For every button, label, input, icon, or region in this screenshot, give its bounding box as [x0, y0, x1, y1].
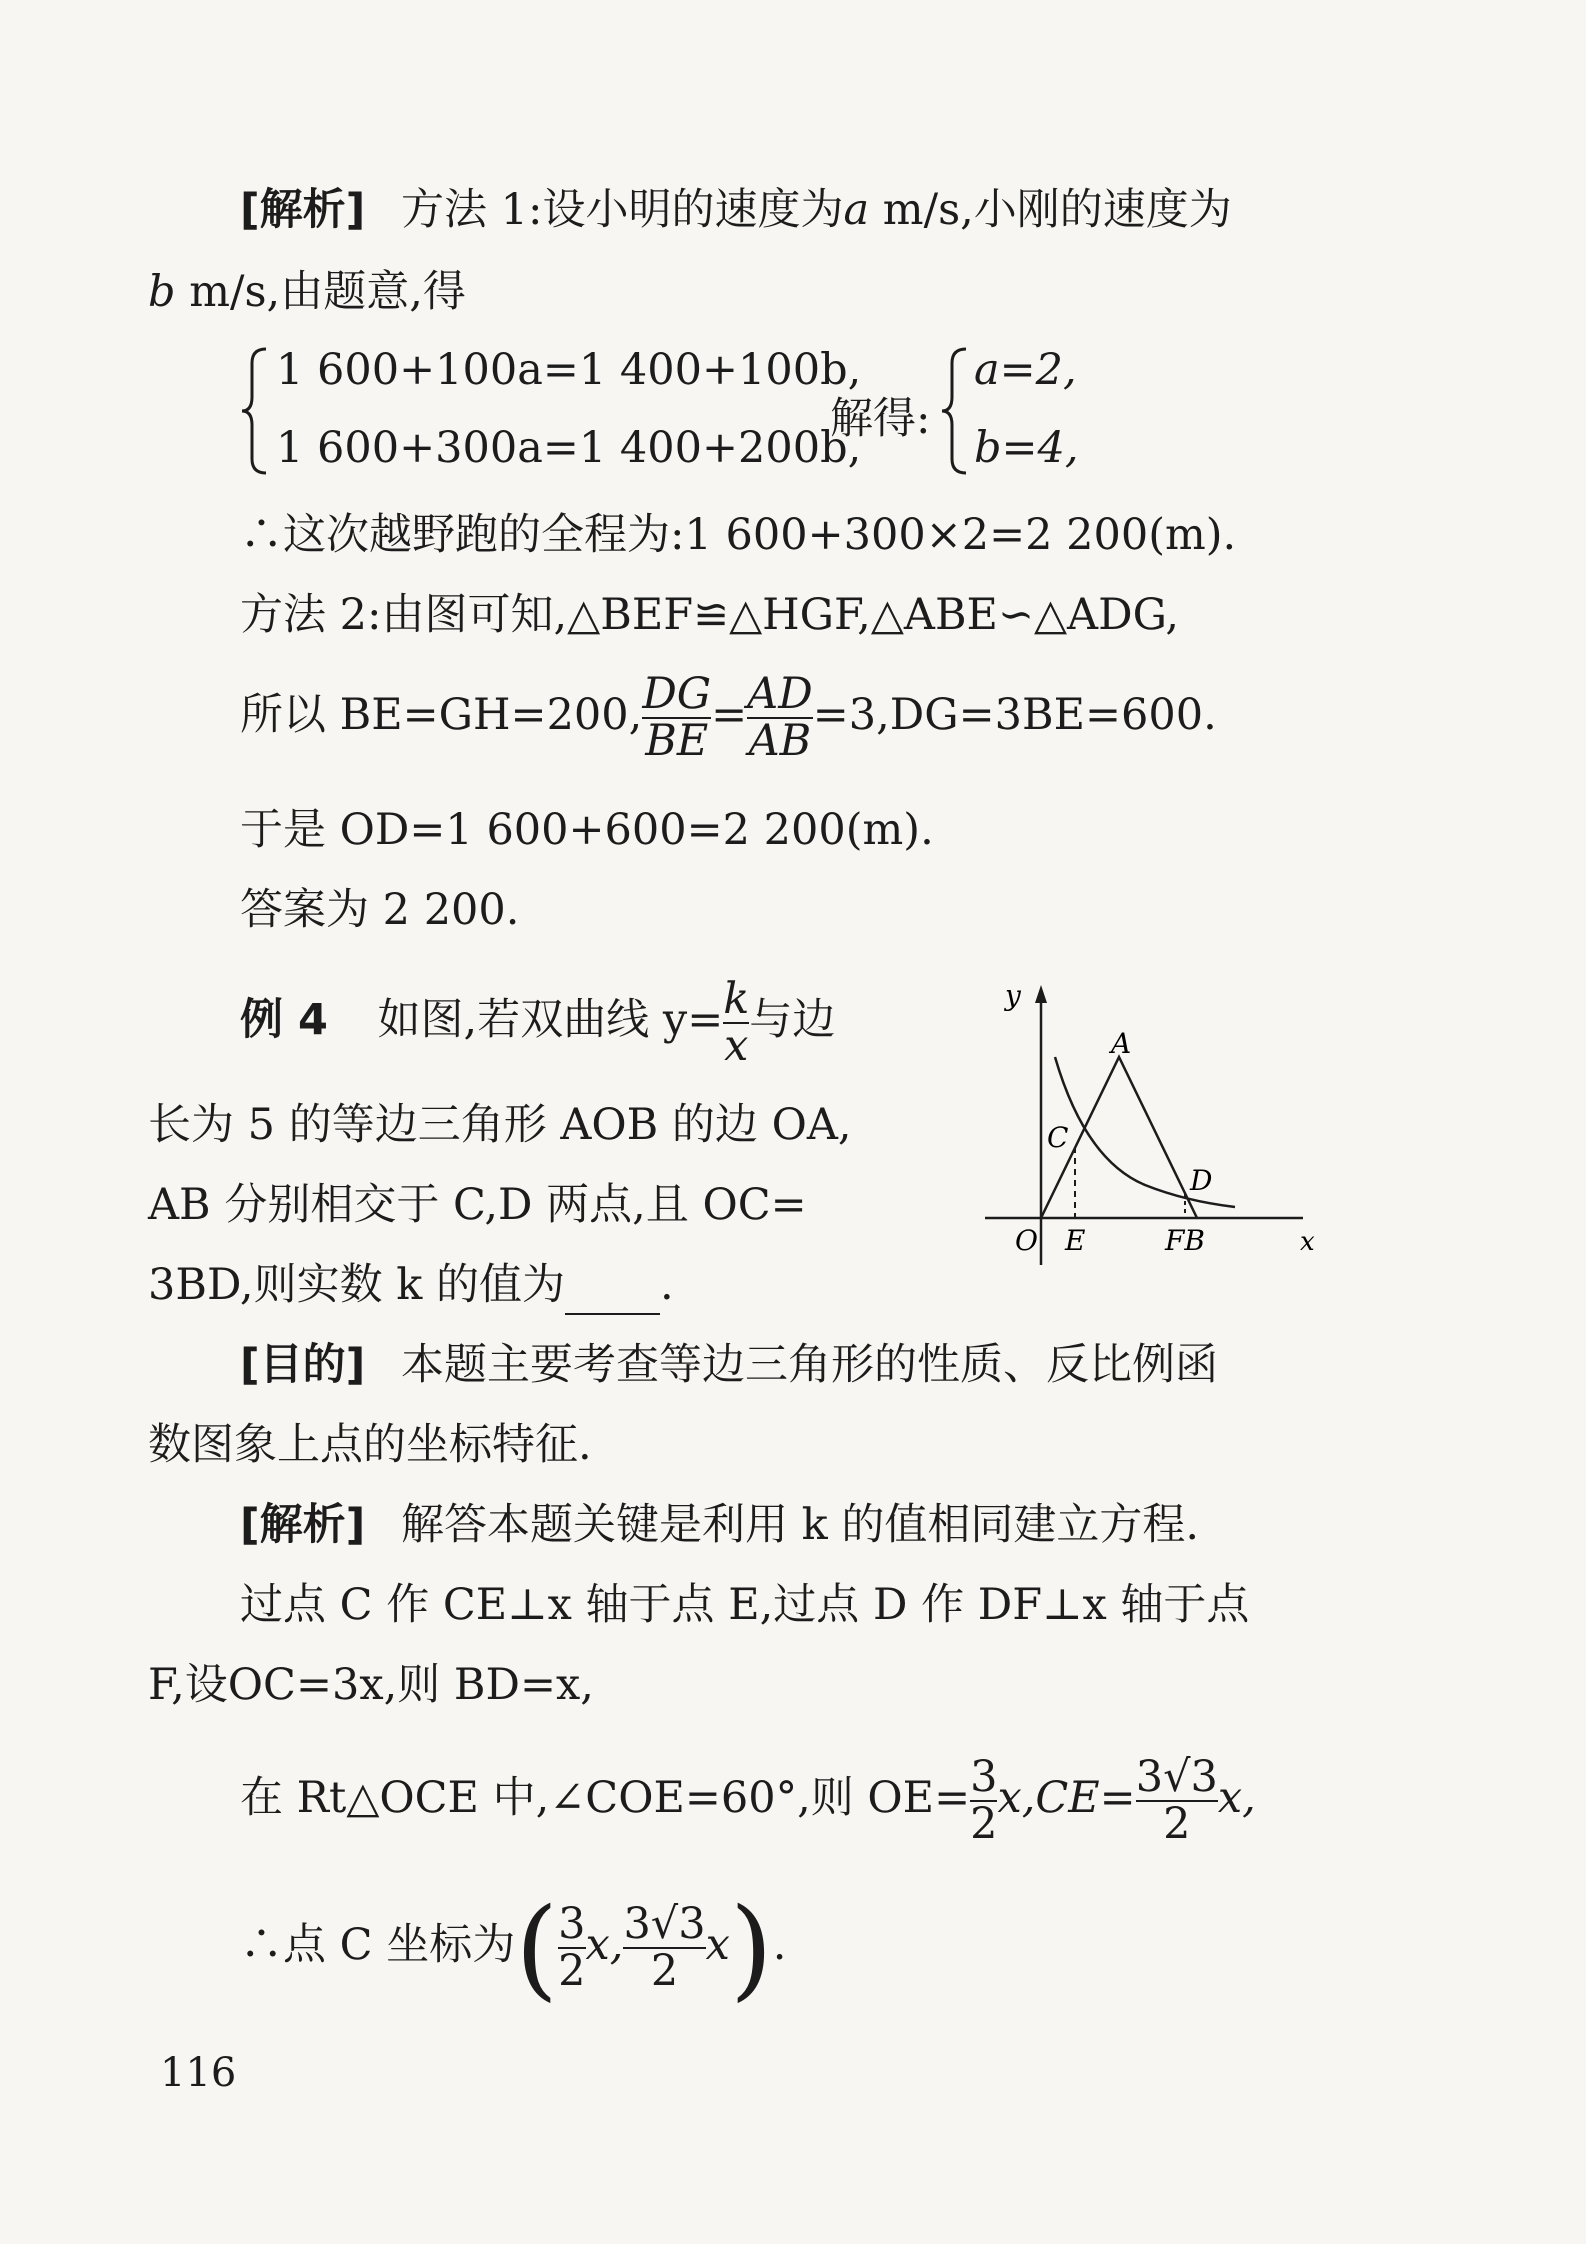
line-4-pre: 在 Rt△OCE 中,∠COE=60°,则 OE=: [240, 1773, 971, 1823]
fraction-3-2: [970, 1751, 998, 1849]
example-label: 例 4: [240, 995, 328, 1045]
label-y: y: [1005, 979, 1021, 1012]
fraction-numerator: 3√3: [1135, 1751, 1218, 1802]
label-c: C: [1047, 1121, 1069, 1154]
example-4-line-3: AB 分别相交于 C,D 两点,且 OC=: [148, 1180, 807, 1230]
example-text-tail: 与边: [749, 995, 836, 1045]
line-1-text: 方法 1:设小明的速度为: [400, 185, 844, 235]
analysis-line-2: 过点 C 作 CE⊥x 轴于点 E,过点 D 作 DF⊥x 轴于点: [240, 1580, 1250, 1630]
line-2: [148, 262, 466, 322]
example-line-4-end: .: [659, 1260, 674, 1310]
line-5-post: x: [705, 1920, 730, 1970]
answer-blank: [565, 1275, 660, 1315]
aim-text: 本题主要考查等边三角形的性质、反比例函: [400, 1340, 1218, 1390]
left-brace-icon: [240, 345, 270, 477]
ratio-post: =3,DG=3BE=600.: [812, 690, 1217, 740]
equation-1: 1 600+100a=1 400+100b,: [276, 345, 862, 395]
right-brace-icon: [940, 345, 970, 477]
fraction-ad-ab: [747, 668, 813, 766]
line-2-var: b: [148, 267, 176, 317]
solution-1: a=2,: [974, 345, 1077, 395]
fraction-denominator: 2: [623, 1947, 705, 1994]
label-e: E: [1065, 1224, 1086, 1257]
fraction-3-2-b: [558, 1898, 586, 1996]
line-4-post: x,: [1217, 1773, 1256, 1823]
analysis-line-4: [240, 1748, 1256, 1848]
fraction-denominator: x: [724, 1021, 749, 1071]
fraction-k-x: [723, 973, 750, 1071]
fraction-numerator: AD: [747, 668, 813, 719]
fraction-numerator: DG: [642, 668, 712, 719]
line-2-tail: m/s,由题意,得: [175, 267, 466, 317]
fraction-denominator: 2: [970, 1799, 998, 1849]
equation-system: [240, 345, 1140, 485]
line-1-var: a: [843, 185, 870, 235]
line-1-tail: m/s,小刚的速度为: [869, 185, 1232, 235]
label-a: A: [1111, 1027, 1132, 1060]
example-4-line-4: [148, 1255, 674, 1315]
fraction-dg-be: [642, 668, 712, 766]
page-number: 116: [160, 2050, 237, 2096]
equation-2: 1 600+300a=1 400+200b,: [276, 423, 862, 473]
analysis-line-1: [240, 1495, 1199, 1555]
example-line-4-text: 3BD,则实数 k 的值为: [148, 1260, 565, 1310]
analysis-line-5: [240, 1884, 787, 2012]
solution-2: b=4,: [974, 423, 1079, 473]
fraction-denominator: AB: [748, 716, 812, 766]
line-5-mid: x,: [585, 1920, 624, 1970]
solve-label: 解得:: [830, 394, 931, 444]
fraction-numerator: 3√3: [623, 1898, 706, 1949]
aim-tag: [目的]: [240, 1340, 366, 1390]
ratio-pre: 所以 BE=GH=200,: [240, 690, 643, 740]
line-5-end: .: [772, 1920, 787, 1970]
fraction-3sqrt3-2: [1135, 1751, 1218, 1849]
line-1: [240, 180, 1232, 240]
line-method-2: 方法 2:由图可知,△BEF≌△HGF,△ABE∽△ADG,: [240, 590, 1180, 640]
line-5-pre: ∴点 C 坐标为: [240, 1920, 516, 1970]
line-answer: 答案为 2 200.: [240, 885, 520, 935]
fraction-numerator: k: [723, 973, 750, 1024]
label-o: O: [1015, 1224, 1038, 1257]
fraction-denominator: 2: [1136, 1800, 1218, 1847]
hyperbola-triangle-figure: [985, 975, 1325, 1275]
line-4-mid: x,CE=: [997, 1773, 1136, 1823]
label-d: D: [1190, 1164, 1213, 1197]
line-ratio: [240, 670, 1217, 764]
label-x: x: [1300, 1227, 1315, 1257]
analysis-tag-2: [解析]: [240, 1500, 366, 1550]
fraction-denominator: BE: [642, 717, 711, 764]
fraction-denominator: 2: [558, 1946, 586, 1996]
example-4-line-2: 长为 5 的等边三角形 AOB 的边 OA,: [148, 1100, 852, 1150]
equals-sign: =: [711, 690, 748, 740]
aim-line-1: [240, 1335, 1218, 1395]
analysis-tag: [解析]: [240, 185, 366, 235]
example-4-line-1: [240, 975, 835, 1069]
example-text: 如图,若双曲线 y=: [377, 995, 724, 1045]
y-axis-arrow-icon: [1035, 985, 1047, 1003]
left-bracket-icon: (: [515, 1884, 559, 2012]
line-od: 于是 OD=1 600+600=2 200(m).: [240, 805, 934, 855]
aim-line-2: 数图象上点的坐标特征.: [148, 1420, 592, 1470]
label-fb: FB: [1165, 1224, 1206, 1257]
analysis-text: 解答本题关键是利用 k 的值相同建立方程.: [400, 1500, 1200, 1550]
fraction-numerator: 3: [970, 1751, 998, 1802]
right-bracket-icon: ): [729, 1884, 773, 2012]
line-total-distance: ∴这次越野跑的全程为:1 600+300×2=2 200(m).: [240, 510, 1237, 560]
fraction-numerator: 3: [558, 1898, 586, 1949]
fraction-3sqrt3-2-b: [623, 1898, 706, 1996]
analysis-line-3: F,设OC=3x,则 BD=x,: [148, 1660, 594, 1710]
